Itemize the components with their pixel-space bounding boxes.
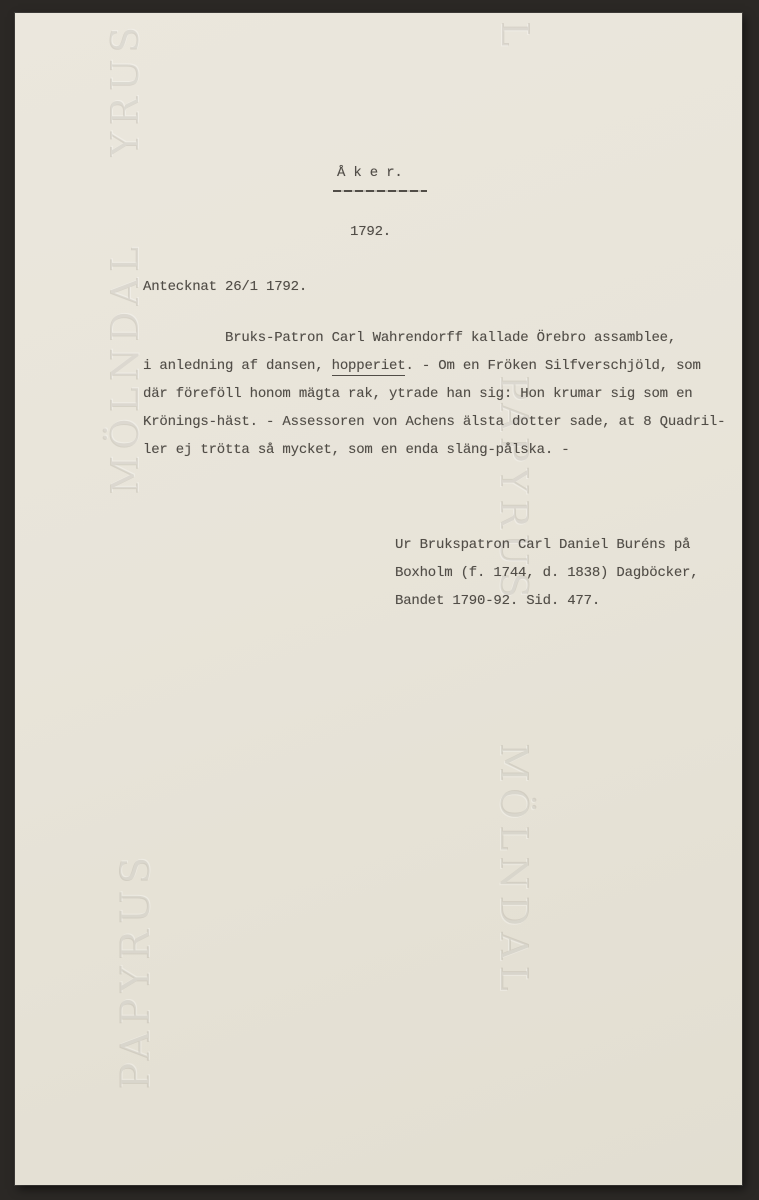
attribution-line: Ur Brukspatron Carl Daniel Buréns på (395, 537, 691, 553)
watermark-molndal-right: MÖLNDAL (492, 743, 536, 997)
watermark-papyrus-left-bottom: PAPYRUS (113, 851, 159, 1090)
underlined-word: hopperiet (331, 358, 406, 374)
paragraph-line: Krönings-häst. - Assessoren von Achens älsta dotter sade, at 8 Quadril- (143, 414, 726, 430)
attribution-line: Boxholm (f. 1744, d. 1838) Dagböcker, (395, 565, 699, 581)
title-underline (333, 190, 427, 192)
paragraph-line: Bruks-Patron Carl Wahrendorff kallade Örebro assamblee, (225, 330, 677, 346)
document-title: Å k e r. (337, 165, 403, 181)
paragraph-line: där föreföll honom mägta rak, ytrade han sig: Hon krumar sig som en (143, 386, 693, 402)
line2-pre: i anledning af dansen, (143, 358, 332, 374)
line2-post: . - Om en Fröken Silfverschjöld, som (405, 358, 701, 374)
body-paragraph (143, 324, 733, 464)
watermark-letter-right-top: L (493, 21, 537, 53)
watermark-papyrus-right: PAPYRUS (492, 375, 536, 604)
source-attribution (395, 531, 698, 615)
watermark-molndal-left: MÖLNDAL (103, 241, 147, 495)
watermark-papyrus-left-top: YRUS (103, 21, 147, 157)
paragraph-line: ler ej trötta så mycket, som en enda släng-pålska. - (143, 442, 570, 458)
document-page (15, 13, 742, 1185)
note-date-line: Antecknat 26/1 1792. (143, 279, 308, 295)
paragraph-line (143, 352, 733, 380)
document-year: 1792. (350, 224, 392, 240)
attribution-line: Bandet 1790-92. Sid. 477. (395, 593, 601, 609)
